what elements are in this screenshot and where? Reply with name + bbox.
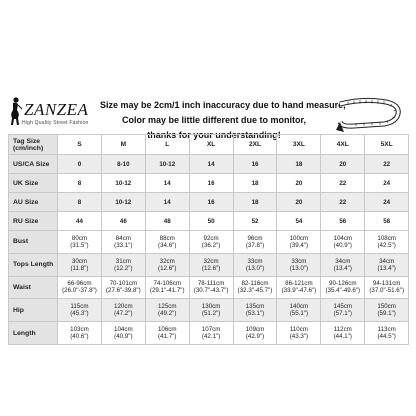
cm-value: 104cm [114,326,133,334]
inch-value: (36.2") [201,241,221,249]
tag-size-header: Tag Size (cm/inch) [9,135,58,155]
table-row [9,231,409,254]
table-cell: 10-12 [101,174,145,193]
table-cell [233,322,277,345]
table-cell [58,322,102,345]
inch-value: (53.1") [245,310,265,318]
table-cell [277,231,321,254]
table-cell [321,231,365,254]
brand-tagline: High Quality Street Fashion [22,120,89,126]
table-cell: 16 [189,193,233,212]
inch-value: (34.6") [158,241,177,249]
inch-value: (45.3") [70,310,89,318]
size-chart-table [8,134,409,345]
table-cell: 18 [277,155,321,174]
table-cell: 58 [365,212,409,231]
cm-value: 80cm [71,234,88,242]
cm-value: 104cm [333,234,353,242]
table-cell [145,231,189,254]
inch-value: (13.4") [333,264,352,272]
table-cell [101,276,145,299]
table-cell: 10-12 [145,155,189,174]
table-row [9,174,409,193]
table-row [9,276,409,299]
table-cell [321,253,365,276]
table-cell [321,299,365,322]
table-cell [58,253,102,276]
table-row [9,322,409,345]
inch-value: (43.3") [289,333,309,341]
inch-value: (42.5") [377,241,396,249]
inch-value: (12.6") [158,264,177,272]
table-cell [145,253,189,276]
inch-value: (40.9") [114,333,133,341]
inch-value: (37.8") [245,241,265,249]
cm-value: 78-111cm [197,280,225,288]
inch-value: (11.8") [70,264,89,272]
cm-value: 31cm [115,257,131,265]
table-cell: 24 [365,193,409,212]
inch-value: (32.3"-45.7") [237,287,273,295]
table-cell: 8 [58,193,102,212]
table-cell: 14 [145,193,189,212]
size-header: 3XL [277,135,321,155]
measuring-tape-icon [334,96,404,136]
inch-value: (26.0"-37.8") [62,287,97,295]
cm-value: 108cm [377,234,396,242]
notice-line-3: thanks for your understanding! [147,130,281,140]
notice-line-1: Size may be 2cm/1 inch inaccuracy due to hand measure, [100,100,346,110]
row-label: Waist [9,276,58,299]
table-cell [189,276,233,299]
table-cell [58,276,102,299]
table-cell [145,322,189,345]
table-cell [101,231,145,254]
table-cell [189,322,233,345]
inch-value: (27.6"-39.8") [106,287,141,295]
table-cell [101,322,145,345]
inch-value: (13.4") [377,264,396,272]
table-cell: 54 [277,212,321,231]
table-cell [321,322,365,345]
cm-value: 33cm [247,257,263,265]
table-row [9,253,409,276]
size-header: S [58,135,102,155]
table-cell [189,299,233,322]
inch-value: (51.2") [201,310,221,318]
table-cell [233,253,277,276]
cm-value: 130cm [201,303,221,311]
table-cell: 8 [58,174,102,193]
table-cell [233,231,277,254]
row-label: RU Size [9,212,58,231]
table-header-row [9,135,409,155]
cm-value: 150cm [377,303,396,311]
cm-value: 107cm [201,326,221,334]
cm-value: 110cm [289,326,308,334]
row-label: Tops Length [9,253,58,276]
table-cell [365,299,409,322]
table-cell: 52 [233,212,277,231]
inch-value: (41.7") [158,333,177,341]
cm-value: 145cm [333,303,353,311]
inch-value: (12.6") [201,264,221,272]
inch-value: (37.0"-51.6") [369,287,405,295]
row-label: Hip [9,299,58,322]
cm-value: 34cm [379,257,395,265]
table-cell: 20 [277,193,321,212]
row-label: Length [9,322,58,345]
cm-value: 106cm [157,326,177,334]
size-header: 5XL [365,135,409,155]
table-cell: 18 [233,174,277,193]
inch-value: (35.4"-49.6") [325,287,361,295]
inch-value: (40.9") [333,241,352,249]
table-cell: 14 [145,174,189,193]
table-row [9,193,409,212]
cm-value: 74-106cm [153,280,181,288]
inch-value: (57.1") [333,310,352,318]
cm-value: 34cm [335,257,351,265]
table-cell: 0 [58,155,102,174]
table-cell [58,231,102,254]
table-row [9,155,409,174]
inch-value: (49.2") [158,310,177,318]
cm-value: 109cm [245,326,265,334]
row-label: Bust [9,231,58,254]
size-header: 4XL [321,135,365,155]
table-cell: 16 [233,155,277,174]
cm-value: 103cm [70,326,89,334]
cm-value: 125cm [157,303,177,311]
table-cell: 14 [189,155,233,174]
table-cell: 18 [233,193,277,212]
inch-value: (39.4") [289,241,309,249]
cm-value: 82-116cm [241,280,269,288]
inch-value: (40.6") [70,333,89,341]
table-cell [145,299,189,322]
table-cell [145,276,189,299]
table-cell: 22 [321,193,365,212]
inch-value: (47.2") [114,310,133,318]
row-label: US/CA Size [9,155,58,174]
table-cell [321,276,365,299]
cm-value: 135cm [245,303,265,311]
table-cell [365,253,409,276]
table-cell [277,299,321,322]
inch-value: (33.9"-47.6") [281,287,317,295]
cm-value: 84cm [115,234,131,242]
cm-value: 32cm [159,257,175,265]
table-cell [58,299,102,322]
inch-value: (44.5") [377,333,396,341]
inch-value: (42.1") [201,333,221,341]
cm-value: 86-121cm [285,280,313,288]
table-cell: 22 [365,155,409,174]
cm-value: 92cm [203,234,219,242]
inch-value: (13.0") [289,264,309,272]
table-cell: 48 [145,212,189,231]
size-header: XL [189,135,233,155]
table-cell [233,299,277,322]
table-cell: 46 [101,212,145,231]
table-cell: 8-10 [101,155,145,174]
table-cell [233,276,277,299]
row-label: AU Size [9,193,58,212]
inch-value: (59.1") [377,310,396,318]
inch-value: (55.1") [289,310,309,318]
inch-value: (44.1") [333,333,352,341]
table-cell [101,253,145,276]
table-cell: 20 [277,174,321,193]
inch-value: (12.2") [114,264,133,272]
cm-value: 88cm [159,234,175,242]
cm-value: 112cm [333,326,352,334]
table-cell [365,276,409,299]
table-cell: 56 [321,212,365,231]
table-cell [277,253,321,276]
inch-value: (29.1"-41.7") [149,287,185,295]
table-cell [277,276,321,299]
inch-value: (33.1") [114,241,133,249]
table-cell [365,231,409,254]
table-cell [101,299,145,322]
row-label: UK Size [9,174,58,193]
cm-value: 33cm [291,257,307,265]
inch-value: (31.5") [70,241,89,249]
cm-value: 96cm [247,234,263,242]
inch-value: (30.7"-43.7") [193,287,229,295]
cm-value: 115cm [70,303,89,311]
notice-line-2: Color may be little different due to monitor, [121,115,306,125]
size-header: 2XL [233,135,277,155]
table-cell [365,322,409,345]
table-cell: 20 [321,155,365,174]
size-header: M [101,135,145,155]
table-cell: 24 [365,174,409,193]
cm-value: 113cm [377,326,396,334]
cm-value: 70-101cm [109,280,138,288]
table-row [9,212,409,231]
cm-value: 30cm [71,257,88,265]
cm-value: 100cm [289,234,309,242]
table-row [9,299,409,322]
cm-value: 90-126cm [329,280,357,288]
inch-value: (42.9") [245,333,265,341]
brand-logo-text: ZANZEA [24,100,89,119]
table-cell [277,322,321,345]
cm-value: 140cm [289,303,309,311]
inch-value: (13.0") [245,264,265,272]
cm-value: 120cm [114,303,133,311]
cm-value: 66-96cm [67,280,92,288]
size-header: L [145,135,189,155]
table-cell: 22 [321,174,365,193]
table-cell [189,253,233,276]
cm-value: 32cm [203,257,219,265]
table-cell: 10-12 [101,193,145,212]
table-cell: 44 [58,212,102,231]
cm-value: 94-131cm [372,280,401,288]
table-cell: 50 [189,212,233,231]
table-cell [189,231,233,254]
table-cell: 16 [189,174,233,193]
